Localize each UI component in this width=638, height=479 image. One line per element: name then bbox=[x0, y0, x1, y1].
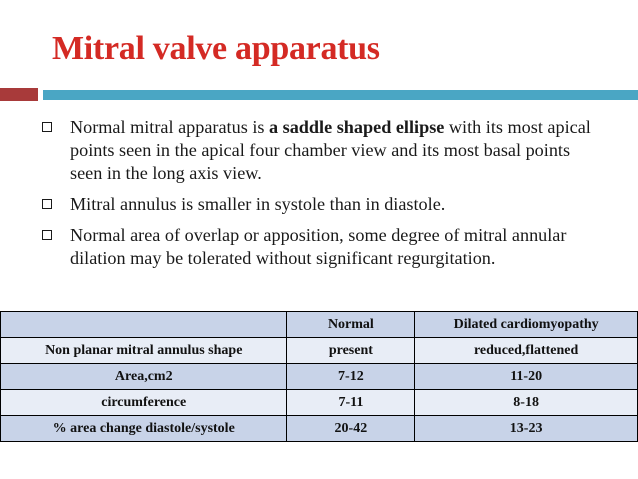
table-cell: Area,cm2 bbox=[1, 364, 287, 390]
table-row bbox=[1, 390, 638, 416]
table-header-cell: Dilated cardiomyopathy bbox=[415, 312, 638, 338]
bullet-list bbox=[42, 116, 602, 278]
table-cell: 7-11 bbox=[287, 390, 415, 416]
table-cell: Non planar mitral annulus shape bbox=[1, 338, 287, 364]
square-bullet-icon bbox=[42, 199, 52, 209]
title-rule-teal bbox=[43, 90, 638, 100]
bullet-item-2 bbox=[42, 193, 602, 216]
table-cell: present bbox=[287, 338, 415, 364]
table-cell: 7-12 bbox=[287, 364, 415, 390]
table-cell: 20-42 bbox=[287, 416, 415, 442]
bullet-3-text: Normal area of overlap or apposition, some degree of mitral annular dilation may be tolerated without significant regurgitation. bbox=[70, 225, 567, 268]
table-header-row bbox=[1, 312, 638, 338]
table-cell: reduced,flattened bbox=[415, 338, 638, 364]
table-cell: 13-23 bbox=[415, 416, 638, 442]
bullet-item-3 bbox=[42, 224, 602, 270]
table-cell: 11-20 bbox=[415, 364, 638, 390]
bullet-1-post: with its most apical points seen in the apical four chamber view and its most basal points seen in the long axis view. bbox=[70, 117, 591, 183]
table-row bbox=[1, 364, 638, 390]
slide-title: Mitral valve apparatus bbox=[52, 30, 380, 67]
title-rule-red bbox=[0, 88, 38, 101]
table-cell: 8-18 bbox=[415, 390, 638, 416]
square-bullet-icon bbox=[42, 122, 52, 132]
table-header-cell bbox=[1, 312, 287, 338]
square-bullet-icon bbox=[42, 230, 52, 240]
bullet-2-text: Mitral annulus is smaller in systole than in diastole. bbox=[70, 194, 446, 214]
comparison-table bbox=[0, 311, 638, 442]
table-header-cell: Normal bbox=[287, 312, 415, 338]
table-row bbox=[1, 416, 638, 442]
bullet-1-bold: a saddle shaped ellipse bbox=[269, 117, 445, 137]
table-cell: % area change diastole/systole bbox=[1, 416, 287, 442]
table-row bbox=[1, 338, 638, 364]
bullet-1-pre: Normal mitral apparatus is bbox=[70, 117, 269, 137]
table-cell: circumference bbox=[1, 390, 287, 416]
bullet-item-1 bbox=[42, 116, 602, 185]
